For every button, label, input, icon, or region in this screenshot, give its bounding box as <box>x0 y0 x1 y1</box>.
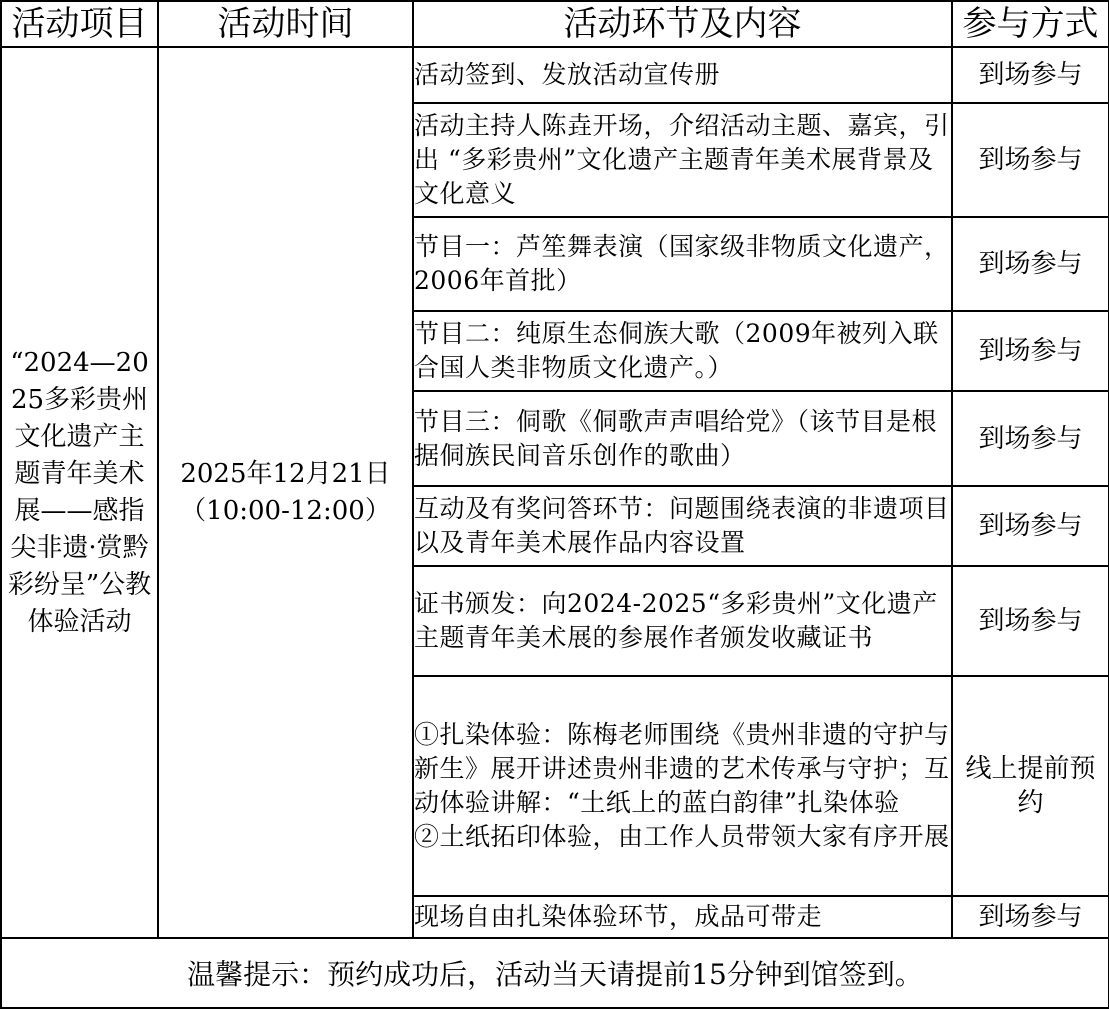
header-row <box>1 1 1109 47</box>
activity-date: 2025年12月21日 <box>180 458 391 489</box>
header-mode: 参与方式 <box>952 1 1109 47</box>
project-name: “2024—2025多彩贵州文化遗产主题青年美术展——感指尖非遗·赏黔彩纷呈”公教体验活动 <box>1 47 158 938</box>
row-mode: 到场参与 <box>952 103 1109 217</box>
row-content: 互动及有奖问答环节：问题围绕表演的非遗项目以及青年美术展作品内容设置 <box>413 486 952 566</box>
row-mode: 线上提前预约 <box>952 676 1109 896</box>
tie-dye-description: ①扎染体验：陈梅老师围绕《贵州非遗的守护与新生》展开讲述贵州非遗的艺术传承与守护；互动体验讲解：“土纸上的蓝白韵律”扎染体验 <box>414 720 950 817</box>
row-content: 活动主持人陈垚开场，介绍活动主题、嘉宾，引出 “多彩贵州”文化遗产主题青年美术展背景及文化意义 <box>413 103 952 217</box>
row-mode: 到场参与 <box>952 896 1109 938</box>
table-row <box>1 47 1109 103</box>
row-mode: 到场参与 <box>952 47 1109 103</box>
rubbing-description: ②土纸拓印体验，由工作人员带领大家有序开展 <box>414 822 950 851</box>
row-content: 节目三：侗歌《侗歌声声唱给党》（该节目是根据侗族民间音乐创作的歌曲） <box>413 391 952 486</box>
row-mode: 到场参与 <box>952 217 1109 311</box>
tip-row <box>1 938 1109 1008</box>
row-mode: 到场参与 <box>952 566 1109 676</box>
row-mode: 到场参与 <box>952 486 1109 566</box>
row-mode: 到场参与 <box>952 391 1109 486</box>
reminder-note: 温馨提示：预约成功后，活动当天请提前15分钟到馆签到。 <box>1 938 1109 1008</box>
activity-hours: （10:00-12:00） <box>180 495 391 526</box>
header-content: 活动环节及内容 <box>413 1 952 47</box>
row-content: 现场自由扎染体验环节，成品可带走 <box>413 896 952 938</box>
row-content-workshop <box>413 676 952 896</box>
row-content: 活动签到、发放活动宣传册 <box>413 47 952 103</box>
header-time: 活动时间 <box>158 1 413 47</box>
activity-time <box>158 47 413 938</box>
row-mode: 到场参与 <box>952 311 1109 391</box>
row-content: 节目二：纯原生态侗族大歌（2009年被列入联合国人类非物质文化遗产。） <box>413 311 952 391</box>
row-content: 节目一：芦笙舞表演（国家级非物质文化遗产，2006年首批） <box>413 217 952 311</box>
row-content: 证书颁发：向2024-2025“多彩贵州”文化遗产主题青年美术展的参展作者颁发收藏证书 <box>413 566 952 676</box>
header-project: 活动项目 <box>1 1 158 47</box>
